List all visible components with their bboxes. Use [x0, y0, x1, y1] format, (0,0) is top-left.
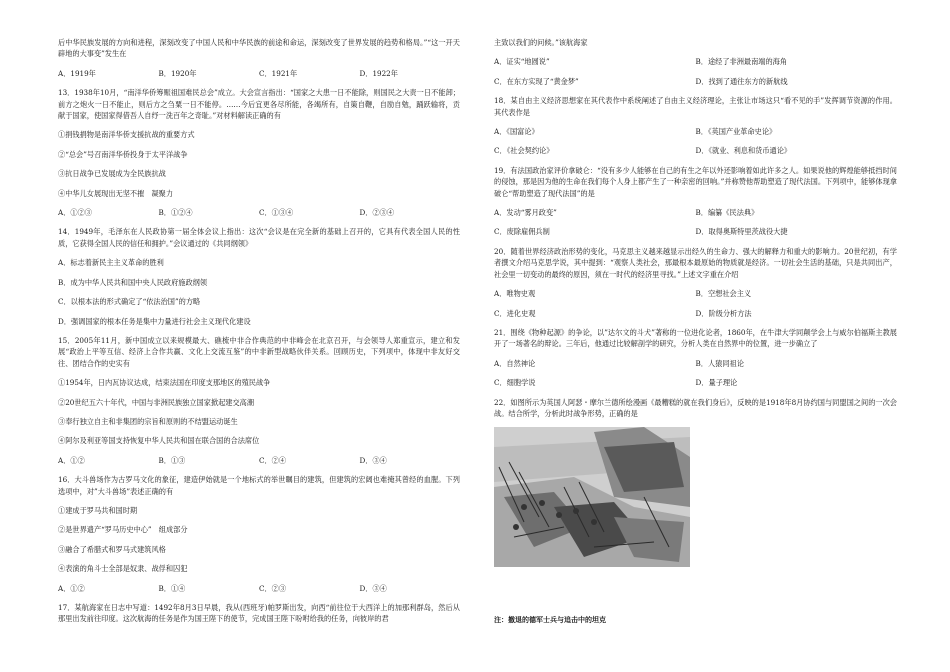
option-c: C．1921年 [259, 68, 298, 78]
q14-option-a: A．标志着新民主主义革命的胜利 [58, 258, 164, 268]
option-a: A．《国富论》 [494, 127, 539, 137]
option-b: B．空想社会主义 [695, 289, 752, 299]
q16-item-1: ①建成于罗马共和国时期 [58, 505, 138, 515]
q16-item-4: ④表演的角斗士全部是奴隶、战俘和囚犯 [58, 564, 188, 574]
q19-stem: 19．有法国政治家评价拿破仑：“没有多少人能够在自己的有生之年以外还影响着如此许多之人。如果说他的辉煌能够抵挡时间的侵蚀，那是因为他的生命在我们每个人身上都产生了一种亲密的回响。”并称赞他帮助塑造了现代法国。下列项中，能够体现拿破仑“帮助塑造了现代法国”的是 [494, 165, 897, 198]
option-d: D．③④ [359, 583, 387, 593]
option-b: B．1920年 [158, 68, 197, 78]
q15-item-1: ①1954年，日内瓦协议达成，结束法国在印度支那地区的殖民战争 [58, 378, 271, 388]
q13-item-4: ④中华儿女展现出无坚不摧 凝聚力 [58, 188, 174, 198]
q17-continued-text: 主致以我们的问候。”该航海家 [494, 38, 588, 47]
option-d: D．1922年 [359, 68, 398, 78]
right-column [494, 37, 897, 567]
q20-stem: 20．随着世界经济政治形势的变化，马克思主义越来越显示出经久的生命力、强大的解释力和重大的影响力。20世纪初，有学者撰文介绍马克思学说，其中提到：“观察人类社会，那最根本最原始的物质就是经济。一切社会生活的基础，只是共同出产，社会里一切变动的最终的原因，须在一时代的经济里寻找。”上述文字重在介绍 [494, 246, 897, 279]
option-b: B．①③ [158, 455, 186, 465]
q16-options [58, 583, 460, 594]
option-c: C．废除雇佣兵制 [494, 227, 550, 237]
option-c: C．进化史观 [494, 308, 536, 318]
q18-stem: 18．某自由主义经济思想家在其代表作中系统阐述了自由主义经济理论，主张让市场这只“看不见的手”发挥调节资源的作用。其代表作是 [494, 96, 897, 117]
option-d: D．《就业、利息和货币通论》 [695, 146, 792, 156]
option-d: D．③④ [359, 455, 387, 465]
left-column [58, 37, 460, 633]
war-cartoon-illustration [494, 427, 690, 567]
q14-option-b: B．成为中华人民共和国中央人民政府施政纲领 [58, 277, 208, 287]
q19-options [494, 207, 897, 238]
option-d: D．②③④ [359, 208, 395, 218]
q15-item-2: ②20世纪五六十年代，中国与非洲民族独立国家掀起建交高潮 [58, 397, 255, 407]
option-c: C．在东方实现了“黄金梦” [494, 76, 579, 86]
q14-option-c: C．以根本法的形式确定了“依法治国”的方略 [58, 297, 201, 307]
q13-item-1: ①捐钱捐物是南洋华侨支援抗战的重要方式 [58, 130, 195, 140]
option-a: A．唯物史观 [494, 289, 536, 299]
q15-stem: 15．2005年11月，新中国成立以来规模最大、礁梳中非合作典范的中非峰会在北京召开，与会领导人郑重宣示，建立和发展“政治上平等互信、经济上合作共赢、文化上交流互鉴”的中非新型战略伙伴关系。回顾历史，下列项中，体现中非友好交往、团结合作的史实有 [58, 335, 460, 368]
q16-item-3: ③融合了希腊式和罗马式建筑风格 [58, 544, 166, 554]
figure-caption: 注：撤退的德军士兵与追击中的坦克 [494, 615, 606, 624]
option-c: C．②③ [259, 583, 287, 593]
option-c: C．②④ [259, 455, 287, 465]
option-a: A．①② [58, 583, 85, 593]
q15-item-3: ③奉行独立自主和非集团的宗旨和原则的不结盟运动诞生 [58, 416, 238, 426]
option-d: D．取得奥斯特里茨战役大捷 [695, 227, 788, 237]
option-a: A．证实“地圆说” [494, 57, 550, 67]
option-a: A．自然神论 [494, 358, 536, 368]
cartoon-drawing [494, 427, 690, 567]
option-a: A．1919年 [58, 68, 96, 78]
option-a: A．①②③ [58, 208, 92, 218]
option-c: C．①③④ [259, 208, 294, 218]
option-b: B．①②④ [158, 208, 193, 218]
option-d: D．阶级分析方法 [695, 308, 752, 318]
q16-stem: 16．大斗兽场作为古罗马文化的象征，建造伊始就是一个地标式的举世瞩目的建筑，但建筑的宏阔也难掩其曾经的血腥。下列选项中，对”大斗兽场”表述正确的有 [58, 475, 460, 496]
q12-options [58, 68, 460, 79]
q13-options [58, 207, 460, 218]
option-c: C．细胞学说 [494, 378, 536, 388]
q16-item-2: ②是世界遗产“罗马历史中心” 组成部分 [58, 525, 188, 535]
option-a: A．①② [58, 455, 85, 465]
option-d: D．量子理论 [695, 378, 738, 388]
q18-options [494, 126, 897, 157]
q14-stem: 14．1949年，毛泽东在人民政协第一届全体会议上指出：这次“会议是在完全新的基础上召开的，它具有代表全国人民的性质，它获得全国人民的信任和拥护。”会议通过的《共同纲领》 [58, 227, 460, 248]
q17-options [494, 56, 897, 87]
option-b: B．途经了非洲最南端的海角 [695, 57, 788, 67]
q15-item-4: ④阿尔及利亚等国支持恢复中华人民共和国在联合国的合法席位 [58, 436, 260, 446]
option-b: B．《英国产业革命史论》 [695, 127, 777, 137]
q17-stem: 17．某航海家在日志中写道：1492年8月3日早晨，我从(西班牙)帕罗斯出发，向西“前往位于大西洋上的加那利群岛，然后从那里出发前往印度。这次航海的任务是作为国王陛下的使节，完成国王陛下吩咐给我的任务，向彼岸的君 [58, 603, 460, 624]
q21-options [494, 358, 897, 389]
q12-continued-text: 后中华民族发展的方向和进程，深刻改变了中国人民和中华民族的前途和命运，深刻改变了世界发展的趋势和格局。”“这一开天辟地的大事变”发生在 [58, 38, 460, 59]
q13-item-3: ③抗日战争已发展成为全民族抗战 [58, 169, 166, 179]
q15-options [58, 455, 460, 466]
q13-item-2: ②“总会”号召南洋华侨投身于太平洋战争 [58, 149, 188, 159]
q22-stem: 22．如图所示为英国人阿瑟・摩尔兰德所绘漫画《最糟糕的就在我们身后》，反映的是1918年8月协约国与同盟国之间的一次会战。结合所学，分析此时战争形势，正确的是 [494, 397, 897, 418]
option-b: B．人猿同祖论 [695, 358, 744, 368]
option-b: B．编纂《民法典》 [695, 208, 759, 218]
option-c: C．《社会契约论》 [494, 146, 554, 156]
option-d: D．找到了通往东方的新航线 [695, 76, 788, 86]
q20-options [494, 288, 897, 319]
q13-stem: 13．1938年10月，“南洋华侨筹赈祖国难民总会”成立。大会宣言指出：“国家之大患一日不能除，则国民之大责一日不能卸；前方之炮火一日不能止，则后方之刍粟一日不能停。……今后宜更各尽所能，各竭所有，自策自鞭，自励自勉，踊跃输将，贡献于国家，使国家得借吾人自纾一洗百年之奇耻。”对材料解读正确的有 [58, 88, 460, 121]
option-b: B．①④ [158, 583, 186, 593]
q21-stem: 21．围绕《物种起源》的争论，以”达尔文的斗犬”著称的一位进化论者，1860年，在牛津大学同颠学会上与威尔伯福斯主教展开了一场著名的辩论。三年后，他通过比较解剖学的研究，分析人类在自然界中的位置，进一步确立了 [494, 327, 897, 349]
q14-option-d: D．强调国家的根本任务是集中力量进行社会主义现代化建设 [58, 316, 251, 326]
option-a: A．发动“雾月政变” [494, 208, 557, 218]
